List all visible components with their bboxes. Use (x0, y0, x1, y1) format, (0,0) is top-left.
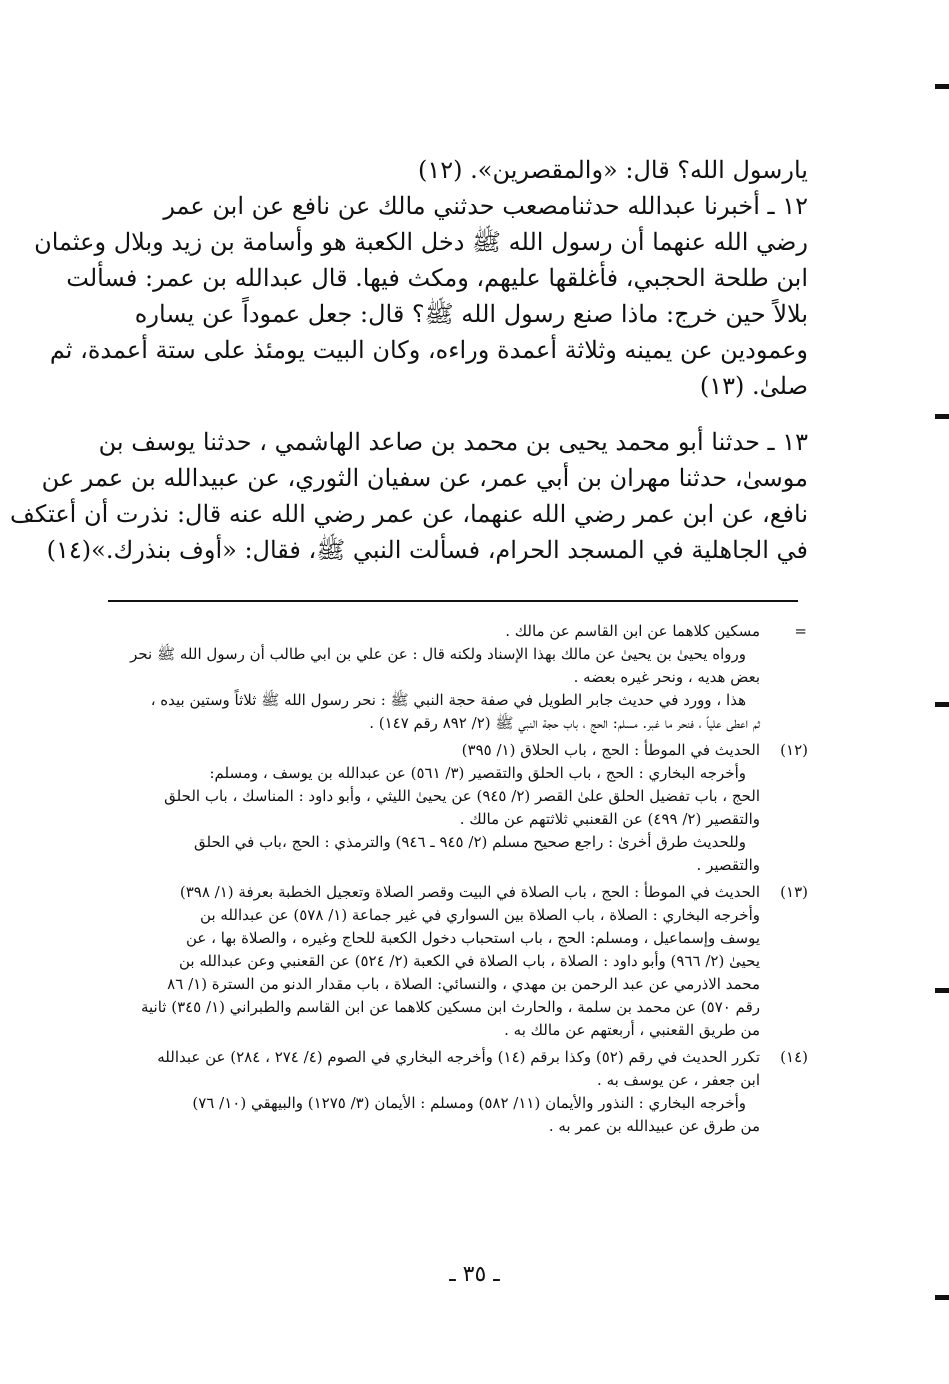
footnote-line: والتقصير . (696, 856, 760, 874)
text-line: ابن طلحة الحجبي، فأغلقها عليهم، ومكث فيها. قال عبدالله بن عمر: فسألت (66, 264, 808, 292)
footnote-line: بعض هديه ، ونحر غيره بعضه . (573, 668, 760, 686)
footnote-continuation (108, 620, 808, 735)
text-line: رضي الله عنهما أن رسول الله ﷺ دخل الكعبة هو وأسامة بن زيد وبلال وعثمان (34, 228, 808, 256)
footnote-line: من طريق القعنبي ، أربعتهم عن مالك به . (504, 1021, 760, 1039)
footnote-line: الحديث في الموطأ : الحج ، باب الحلاق (١/ ٣٩٥) (461, 741, 760, 759)
text-line: ١٣ ـ حدثنا أبو محمد يحيى بن محمد بن صاعد الهاشمي ، حدثنا يوسف بن (98, 428, 808, 456)
text-line: يارسول الله؟ قال: «والمقصرين». (١٢) (418, 156, 808, 184)
footnote-line: ابن جعفر ، عن يوسف به . (597, 1071, 760, 1089)
text-line: في الجاهلية في المسجد الحرام، فسألت النبي ﷺ، فقال: «أوف بنذرك.»(١٤) (46, 536, 808, 564)
footnote-line: مسكين كلاهما عن ابن القاسم عن مالك . (505, 622, 760, 640)
footnote-12 (108, 739, 808, 877)
footnote-line: وأخرجه البخاري : الصلاة ، باب الصلاة بين السواري في غير جماعة (١/ ٥٧٨) عن عبدالله بن (200, 906, 760, 924)
footnote-line: وأخرجه البخاري : النذور والأيمان (١١/ ٥٨٢) ومسلم : الأيمان (٣/ ١٢٧٥) والبيهقي (١٠/ ٧٦) (192, 1094, 746, 1112)
footnote-line: محمد الاذرمي عن عبد الرحمن بن مهدي ، والنسائي: الصلاة ، باب مقدار الدنو من السترة (١/ ٨٦ (167, 975, 760, 993)
footnote-line: والتقصير (٢/ ٤٩٩) عن القعنبي ثلاثتهم عن مالك . (459, 810, 760, 828)
footnote-line: الحج ، باب تفضيل الحلق علىٰ القصر (٢/ ٩٤٥) عن يحيىٰ الليثي ، وأبو داود : المناسك ، باب الحلق (164, 787, 760, 805)
footnote-line: تكرر الحديث في رقم (٥٢) وكذا برقم (١٤) وأخرجه البخاري في الصوم (٤/ ٢٧٤ ، ٢٨٤) عن عبدالله (157, 1048, 760, 1066)
footnote-line: هذا ، وورد في حديث جابر الطويل في صفة حجة النبي ﷺ : نحر رسول الله ﷺ ثلاثاً وستين بيده ، (150, 691, 746, 709)
footnote-14 (108, 1046, 808, 1138)
footnote-number: (١٣) (780, 883, 808, 901)
footnote-line: ورواه يحيىٰ بن يحيىٰ عن مالك بهذا الإسناد ولكنه قال : عن علي بن ابي طالب أن رسول الله ﷺ نحر (130, 645, 746, 663)
text-line: صلىٰ. (١٣) (699, 372, 808, 400)
footnote-line: وأخرجه البخاري : الحج ، باب الحلق والتقصير (٣/ ٥٦١) عن عبدالله بن يوسف ، ومسلم: (209, 764, 746, 782)
page-number: ـ ٣٥ ـ (449, 1262, 500, 1287)
text-line: بلالاً حين خرج: ماذا صنع رسول الله ﷺ؟ قال: جعل عموداً عن يساره (134, 300, 808, 328)
footnote-line: من طرق عن عبيدالله بن عمر به . (548, 1117, 760, 1135)
continuation-marker: = (794, 622, 808, 640)
edge-mark (935, 1295, 949, 1300)
footnote-line: رقم ٥٧٠) عن محمد بن سلمة ، والحارث ابن مسكين كلاهما عن ابن القاسم والطبراني (١/ ٣٤٥) ثانية (140, 998, 760, 1016)
footnote-line: الحديث في الموطأ : الحج ، باب الصلاة في البيت وقصر الصلاة وتعجيل الخطبة بعرفة (١/ ٣٩٨) (179, 883, 760, 901)
footnote-line: ثم اعطى علياً ، فنحر ما غبر. مسلم: الحج ، باب حجة النبي ﷺ (٢/ ٨٩٢ رقم ١٤٧) . (369, 714, 760, 732)
footnotes (108, 620, 808, 1142)
footnote-line: يوسف وإسماعيل ، ومسلم: الحج ، باب استحباب دخول الكعبة للحاج وغيره ، والصلاة بها ، عن (186, 929, 760, 947)
edge-mark (935, 988, 949, 993)
footnote-line: يحيىٰ (٢/ ٩٦٦) وأبو داود : الصلاة ، باب الصلاة في الكعبة (٢/ ٥٢٤) عن القعنبي وعن عبدالله بن (179, 952, 760, 970)
footnote-separator (108, 600, 798, 602)
text-line: ١٢ ـ أخبرنا عبدالله حدثنامصعب حدثني مالك عن نافع عن ابن عمر (163, 192, 808, 220)
main-text (10, 152, 808, 568)
footnote-13 (108, 881, 808, 1042)
edge-mark (935, 84, 949, 89)
footnote-number: (١٤) (780, 1048, 808, 1066)
text-line: موسىٰ، حدثنا مهران بن أبي عمر، عن سفيان الثوري، عن عبيدالله بن عمر عن (41, 464, 808, 492)
footnote-line: وللحديث طرق أخرىٰ : راجع صحيح مسلم (٢/ ٩٤٥ ـ ٩٤٦) والترمذي : الحج ،باب في الحلق (194, 833, 746, 851)
footnote-number: (١٢) (780, 741, 808, 759)
text-line: وعمودين عن يمينه وثلاثة أعمدة وراءه، وكان البيت يومئذ على ستة أعمدة، ثم (49, 336, 808, 364)
edge-mark (935, 414, 949, 419)
edge-mark (935, 702, 949, 707)
text-line: نافع، عن ابن عمر رضي الله عنهما، عن عمر رضي الله عنه قال: نذرت أن أعتكف (10, 500, 808, 528)
